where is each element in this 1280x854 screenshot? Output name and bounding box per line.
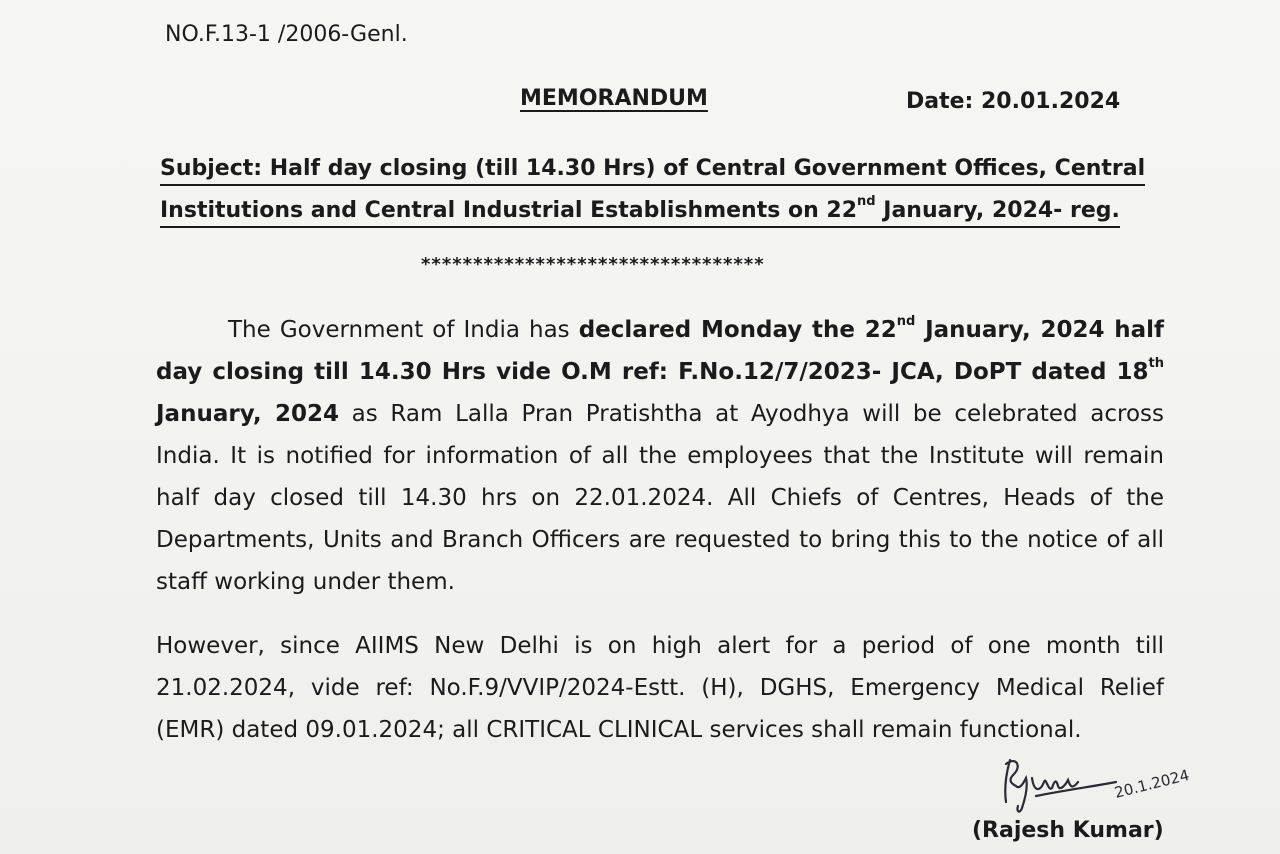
subject-ordinal: nd xyxy=(857,194,876,209)
p1-bold-2: January, 2024 half day closing till 14.30 Hrs vide O.M ref: F.No.12/7/2023- JCA, DoPT dated 18 xyxy=(156,317,1164,385)
subject-line-2-end: January, 2024- reg. xyxy=(875,198,1120,223)
p1-text-1: The Government of India has xyxy=(228,317,579,343)
memo-heading: MEMORANDUM xyxy=(520,86,708,111)
subject-line-2 xyxy=(160,196,1120,228)
subject-line-2-text: Institutions and Central Industrial Establishments on 22 xyxy=(160,198,858,223)
star-separator: ********************************* xyxy=(421,254,765,275)
p1-bold-3: January, 2024 xyxy=(156,401,340,427)
p1-bold-1: declared Monday the 22 xyxy=(578,317,897,343)
subject-line-1: Subject: Half day closing (till 14.30 Hrs) of Central Government Offices, Central xyxy=(160,154,1145,186)
memo-subject xyxy=(160,148,1150,232)
memo-date: Date: 20.01.2024 xyxy=(906,89,1121,114)
p1-ordinal-2: th xyxy=(1148,356,1164,371)
reference-number: NO.F.13-1 /2006-Genl. xyxy=(165,22,408,47)
handwritten-signature xyxy=(996,752,1226,822)
p1-text-2: as Ram Lalla Pran Pratishtha at Ayodhya will be celebrated across India. It is notified for information of all the employees that the Institute will remain half day closed till 14.30 hrs on 22.01.2024. All Chiefs of Centres, Heads of the Departments, Units and Branch Officers are requested to bring this to the notice of all staff working under them. xyxy=(156,401,1164,595)
signatory-name: (Rajesh Kumar) xyxy=(972,818,1164,843)
signature-date: 20.1.2024 xyxy=(1112,765,1192,802)
body-paragraph-2: However, since AIIMS New Delhi is on high alert for a period of one month till 21.02.2024, vide ref: No.F.9/VVIP/2024-Estt. (H), DGHS, Emergency Medical Relief (EMR) dated 09.01.2024; all CRITICAL CLINICAL services shall remain functional. xyxy=(156,633,1164,743)
p1-ordinal-1: nd xyxy=(896,314,916,329)
body-paragraph-1 xyxy=(156,309,1164,603)
